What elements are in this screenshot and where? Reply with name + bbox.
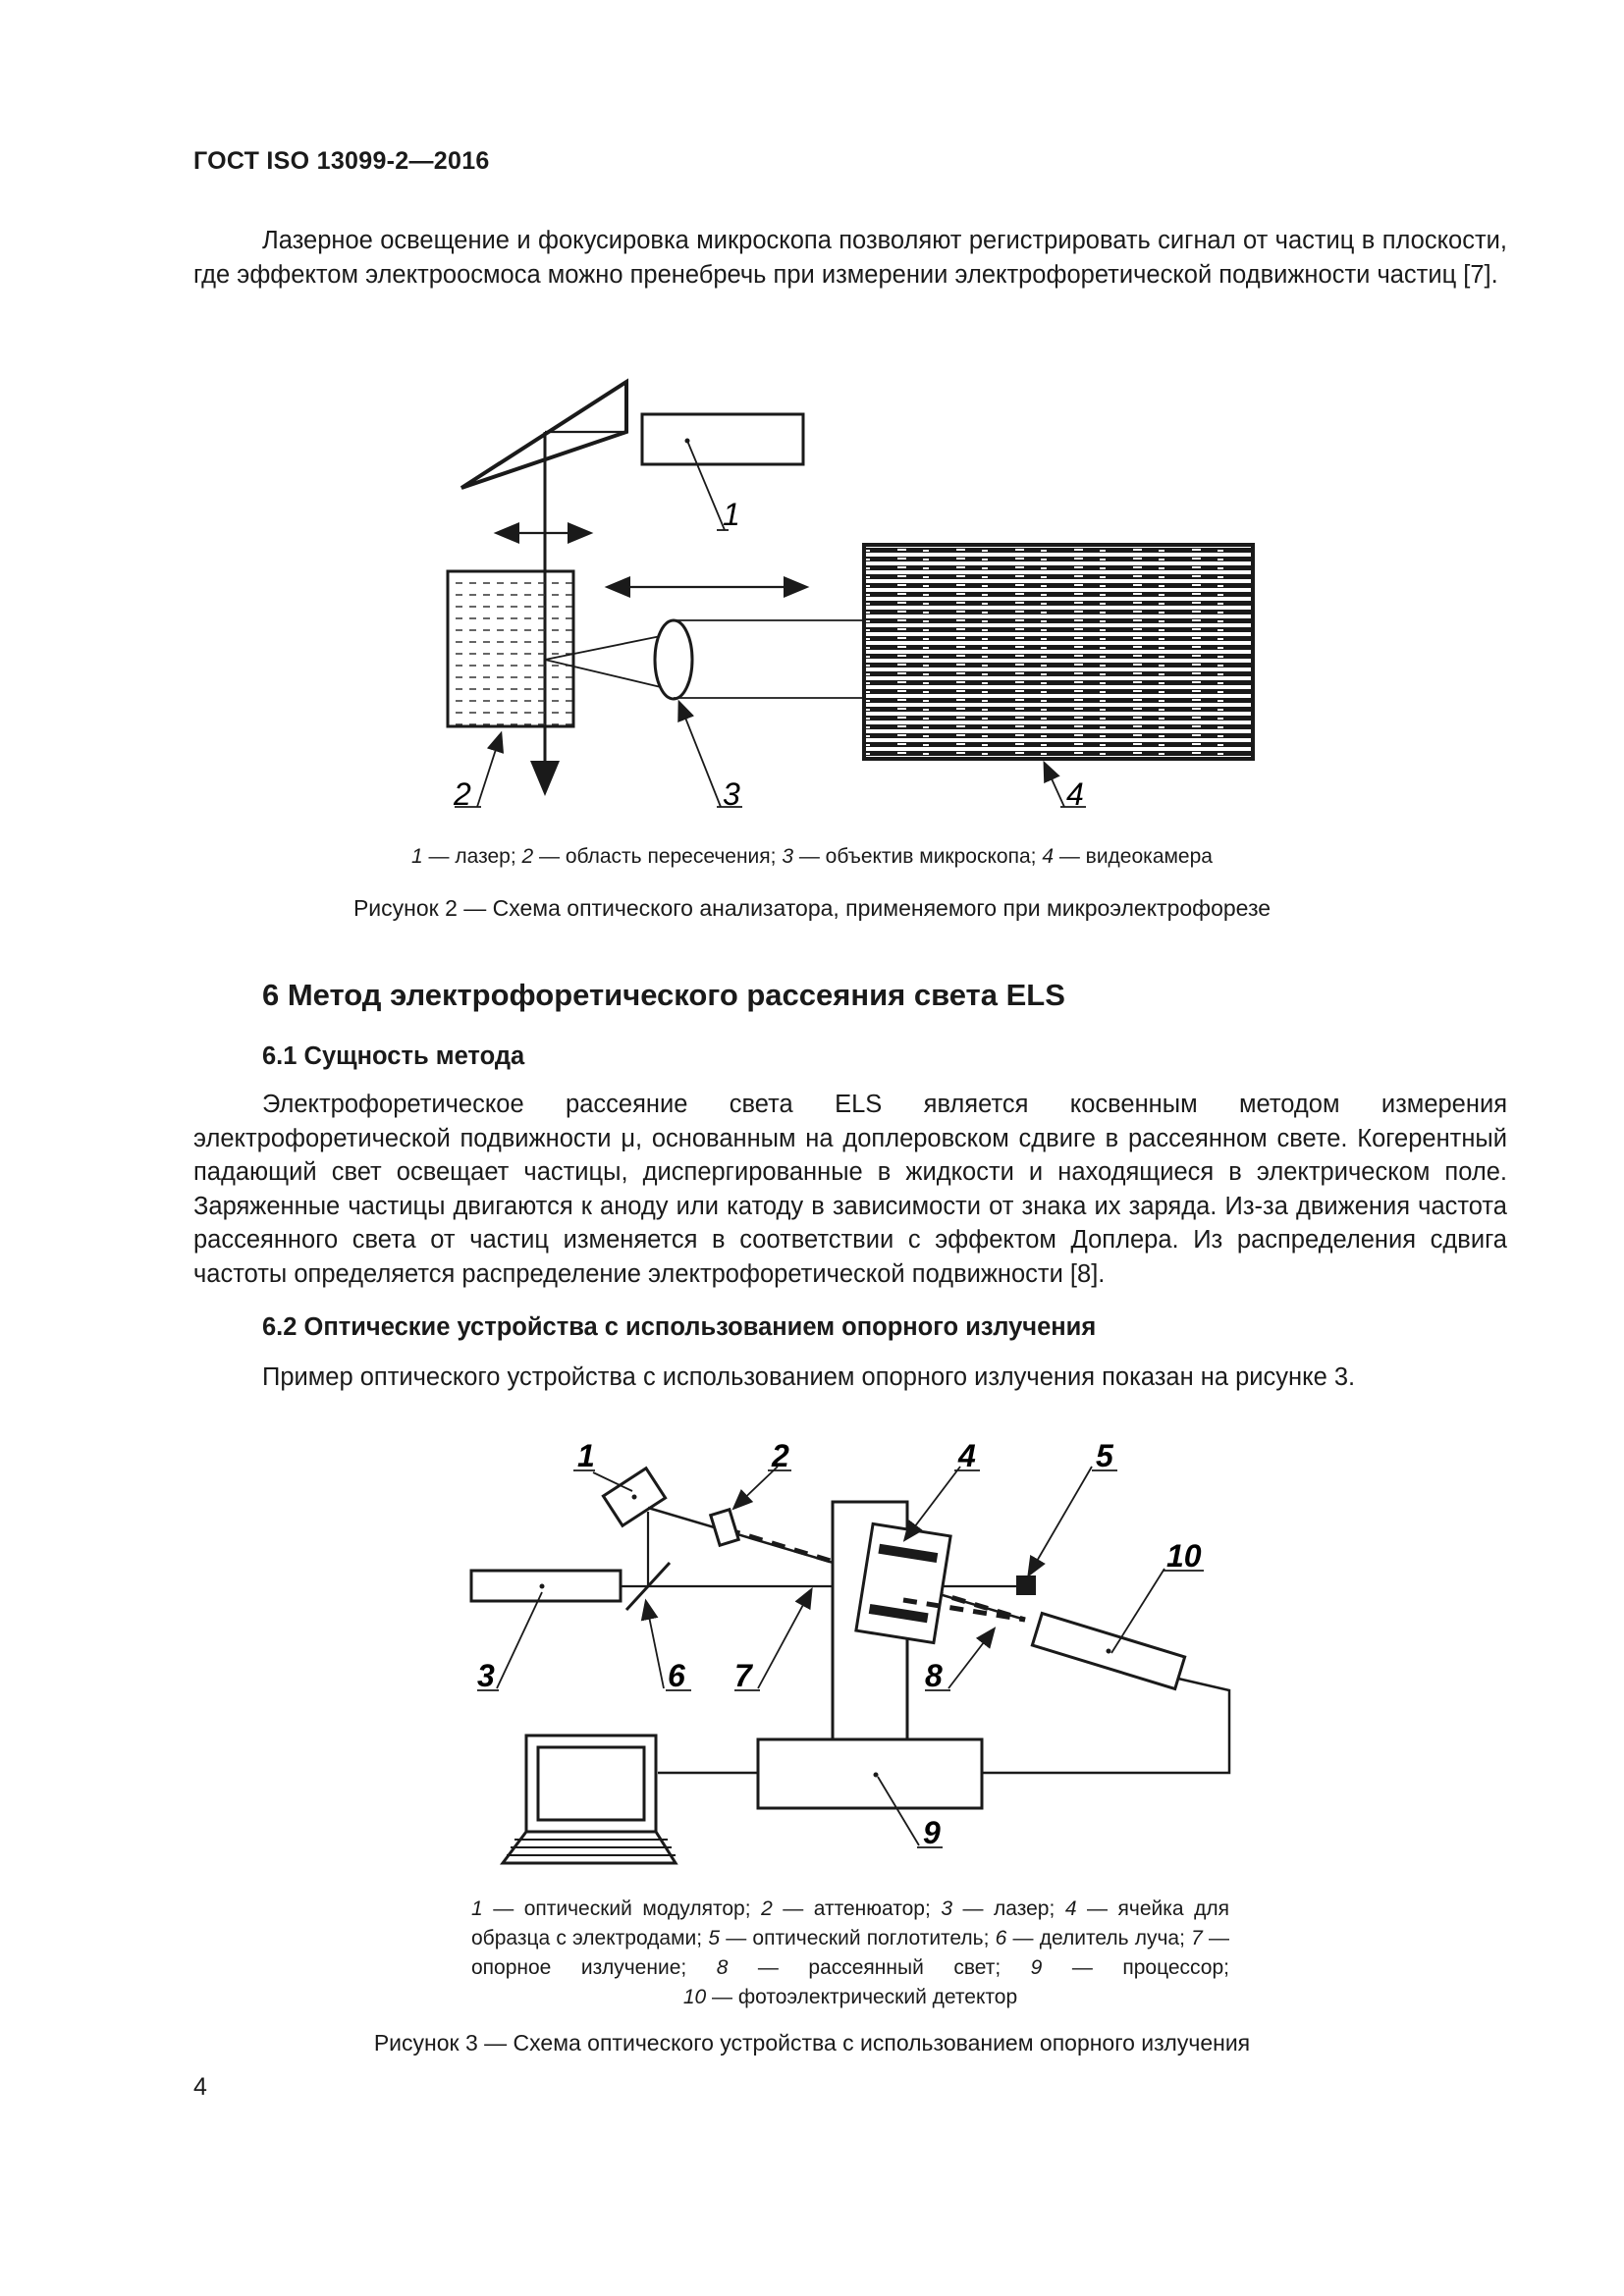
figure-2-caption: Рисунок 2 — Схема оптического анализатора, применяемого при микроэлектрофорезе bbox=[352, 895, 1272, 921]
section-6-2-title: 6.2 Оптические устройства с использованием опорного излучения bbox=[262, 1313, 1097, 1341]
laser-box bbox=[642, 414, 803, 464]
fig3-callout-9: 9 bbox=[923, 1815, 941, 1850]
attenuator bbox=[711, 1510, 738, 1545]
document-header: ГОСТ ISO 13099-2—2016 bbox=[193, 147, 490, 175]
fig3-callout-7: 7 bbox=[734, 1658, 752, 1693]
fig3-callout-10: 10 bbox=[1166, 1538, 1202, 1574]
fig3-callout-3: 3 bbox=[477, 1658, 495, 1693]
section-6-2-text: Пример оптического устройства с использованием опорного излучения показан на рисунке 3. bbox=[262, 1363, 1356, 1391]
fig3-callout-8: 8 bbox=[925, 1658, 943, 1693]
sample-cell bbox=[856, 1523, 950, 1642]
figure-2-legend: 1 — лазер; 2 — область пересечения; 3 — объектив микроскопа; 4 — видеокамера bbox=[411, 845, 1213, 868]
fig3-callout-5: 5 bbox=[1096, 1438, 1113, 1473]
section-6-title: 6 Метод электрофоретического рассеяния света ELS bbox=[262, 978, 1065, 1012]
callout-3: 3 bbox=[723, 776, 740, 812]
figure-3-caption: Рисунок 3 — Схема оптического устройства с использованием опорного излучения bbox=[373, 2030, 1251, 2056]
fig3-callout-6: 6 bbox=[668, 1658, 685, 1693]
figure-2-diagram bbox=[0, 363, 1624, 825]
fig3-callout-4: 4 bbox=[958, 1438, 976, 1473]
microscope-lens bbox=[655, 620, 692, 699]
computer-icon bbox=[503, 1735, 676, 1863]
section-6-1-title: 6.1 Сущность метода bbox=[262, 1042, 525, 1070]
figure-3-diagram bbox=[0, 1423, 1624, 1875]
fig3-callout-1: 1 bbox=[577, 1438, 595, 1473]
photodetector bbox=[1032, 1614, 1184, 1689]
callout-1: 1 bbox=[723, 497, 740, 532]
figure-3-legend: 1 — оптический модулятор; 2 — аттенюатор; 3 — лазер; 4 — ячейка для образца с электродами; 5 — оптический поглотитель; 6 — делитель луча; 7 — опорное излучение; 8 — рассеянный свет; 9 — процессор; 10 — фотоэлектрический детектор bbox=[471, 1897, 1229, 2008]
absorber bbox=[1016, 1575, 1036, 1595]
section-6-1-text: Электрофоретическое рассеяние света ELS является косвенным методом измерения электрофоретической подвижности μ, основанным на доплеровском сдвиге в рассеянном свете. Когерентный падающий свет освещает частицы, диспергированные в жидкости и находящиеся в электрическом поле. Заряженные частицы двигаются к аноду или катоду в зависимости от знака их заряда. Из-за движения частота рассеянного света от частиц изменяется в соответствии с эффектом Доплера. Из распределения сдвига частоты определяется распределение электрофоретической подвижности [8]. bbox=[193, 1091, 1507, 1288]
video-camera bbox=[864, 545, 1253, 759]
intersection-cell bbox=[448, 571, 573, 726]
processor bbox=[758, 1739, 982, 1808]
callout-2: 2 bbox=[454, 776, 471, 812]
callout-4: 4 bbox=[1066, 776, 1084, 812]
intro-paragraph: Лазерное освещение и фокусировка микроскопа позволяют регистрировать сигнал от частиц в плоскости, где эффектом электроосмоса можно пренебречь при измерении электрофоретической подвижности частиц [7]. bbox=[193, 227, 1507, 289]
fig3-callout-2: 2 bbox=[772, 1438, 789, 1473]
optical-modulator bbox=[603, 1468, 665, 1526]
laser-3 bbox=[471, 1571, 621, 1601]
page-number: 4 bbox=[193, 2073, 207, 2101]
